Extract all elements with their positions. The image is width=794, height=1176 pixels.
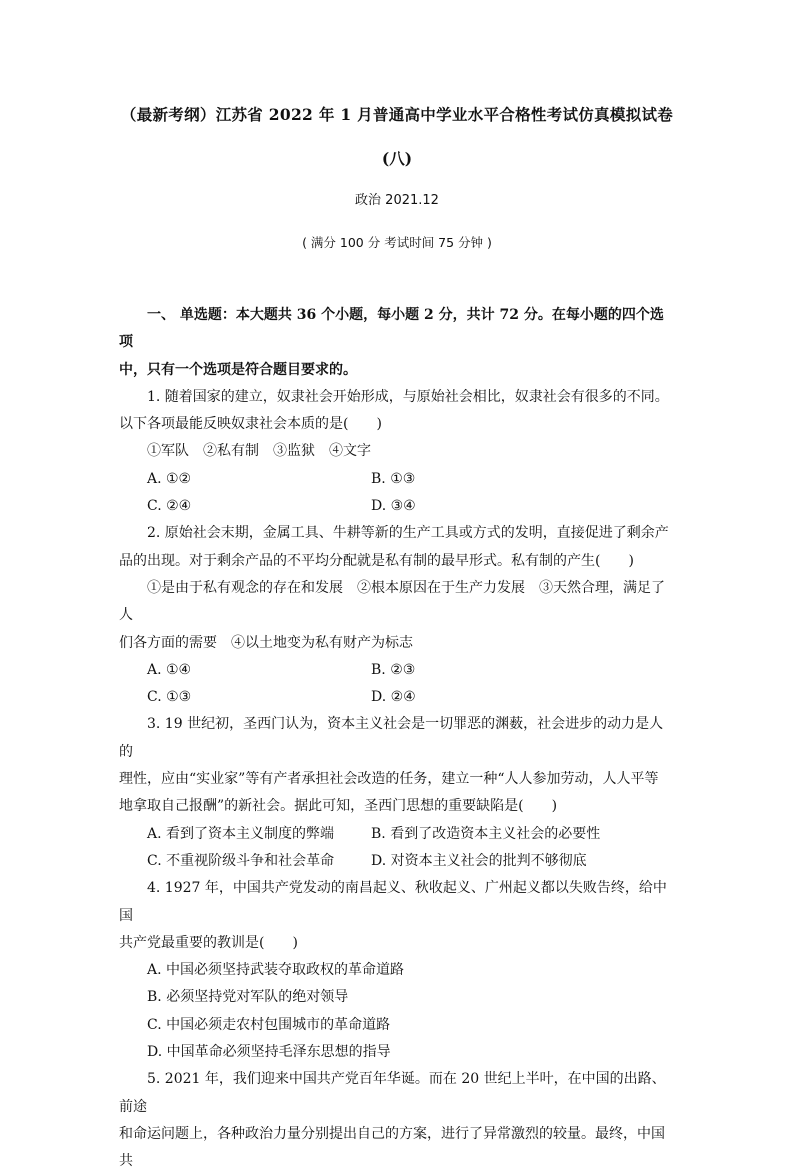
q1-option-d[interactable]: D. ③④ [371,498,416,515]
q1-items: ①军队 ②私有制 ③监狱 ④文字 [147,443,371,460]
q1-stem-line1: 1. 随着国家的建立，奴隶社会开始形成，与原始社会相比，奴隶社会有很多的不同。 [147,388,669,405]
q3-stem-line1: 3. 19 世纪初，圣西门认为，资本主义社会是一切罪恶的渊薮，社会进步的动力是人的 [119,716,664,760]
q2-options-row2 [119,684,675,711]
exam-subtitle: (八) [381,149,413,168]
q1-option-b[interactable]: B. ①③ [371,470,416,487]
exam-title: （最新考纲）江苏省 2022 年 1 月普通高中学业水平合格性考试仿真模拟试卷 [120,105,674,124]
q1-option-a[interactable]: A. ①② [147,470,192,487]
q3-option-a[interactable]: A. 看到了资本主义制度的弊端 [147,825,335,842]
section-heading-line1: 一、 单选题：本大题共 36 个小题，每小题 2 分，共计 72 分。在每小题的四个选项 [119,307,664,351]
exam-score-time: ( 满分 100 分 考试时间 75 分钟 ) [302,235,492,250]
q2-items-line2: 们各方面的需要 ④以土地变为私有财产为标志 [119,634,413,651]
exam-subject-date: 政治 2021.12 [355,193,439,208]
q2-options-row1 [119,657,675,684]
q4-option-b[interactable]: B. 必须坚持党对军队的绝对领导 [147,989,349,1006]
q4-option-d[interactable]: D. 中国革命必须坚持毛泽东思想的指导 [147,1044,391,1061]
q2-option-a[interactable]: A. ①④ [147,661,192,678]
q4-option-c[interactable]: C. 中国必须走农村包围城市的革命道路 [147,1016,391,1033]
q4-stem-line2: 共产党最重要的教训是( ) [119,934,298,951]
q3-stem-line2: 理性，应由“实业家”等有产者承担社会改造的任务，建立一种“人人参加劳动，人人平等 [119,771,659,788]
q1-stem-line2: 以下各项最能反映奴隶社会本质的是( ) [119,416,382,433]
q2-stem-line1: 2. 原始社会末期，金属工具、牛耕等新的生产工具或方式的发明，直接促进了剩余产 [147,525,669,542]
q2-option-b[interactable]: B. ②③ [371,661,416,678]
q3-options-row2 [119,848,675,875]
q2-stem-line2: 品的出现。对于剩余产品的不平均分配就是私有制的最早形式。私有制的产生( ) [119,552,634,569]
q2-option-c[interactable]: C. ①③ [147,689,192,706]
q1-option-c[interactable]: C. ②④ [147,498,192,515]
q5-stem-line2: 和命运问题上，各种政治力量分别提出自己的方案，进行了异常激烈的较量。最终，中国共 [119,1125,665,1170]
q1-options-row2 [119,493,675,520]
q2-items-line1: ①是由于私有观念的存在和发展 ②根本原因在于生产力发展 ③天然合理，满足了人 [119,579,665,624]
q3-options-row1 [119,821,675,848]
section-heading-line2: 中，只有一个选项是符合题目要求的。 [119,361,357,378]
q2-option-d[interactable]: D. ②④ [371,689,416,706]
q5-stem-line1: 5. 2021 年，我们迎来中国共产党百年华诞。而在 20 世纪上半叶，在中国的出路、前途 [119,1071,666,1115]
q4-stem-line1: 4. 1927 年，中国共产党发动的南昌起义、秋收起义、广州起义都以失败告终，给中国 [119,880,667,924]
exam-body [119,302,675,1176]
q4-option-a[interactable]: A. 中国必须坚持武装夺取政权的革命道路 [147,962,405,979]
q3-option-c[interactable]: C. 不重视阶级斗争和社会革命 [147,852,335,869]
q1-options-row1 [119,466,675,493]
q3-option-b[interactable]: B. 看到了改造资本主义社会的必要性 [371,825,601,842]
q3-option-d[interactable]: D. 对资本主义社会的批判不够彻底 [371,852,587,869]
q3-stem-line3: 地拿取自己报酬”的新社会。据此可知，圣西门思想的重要缺陷是( ) [119,798,558,815]
